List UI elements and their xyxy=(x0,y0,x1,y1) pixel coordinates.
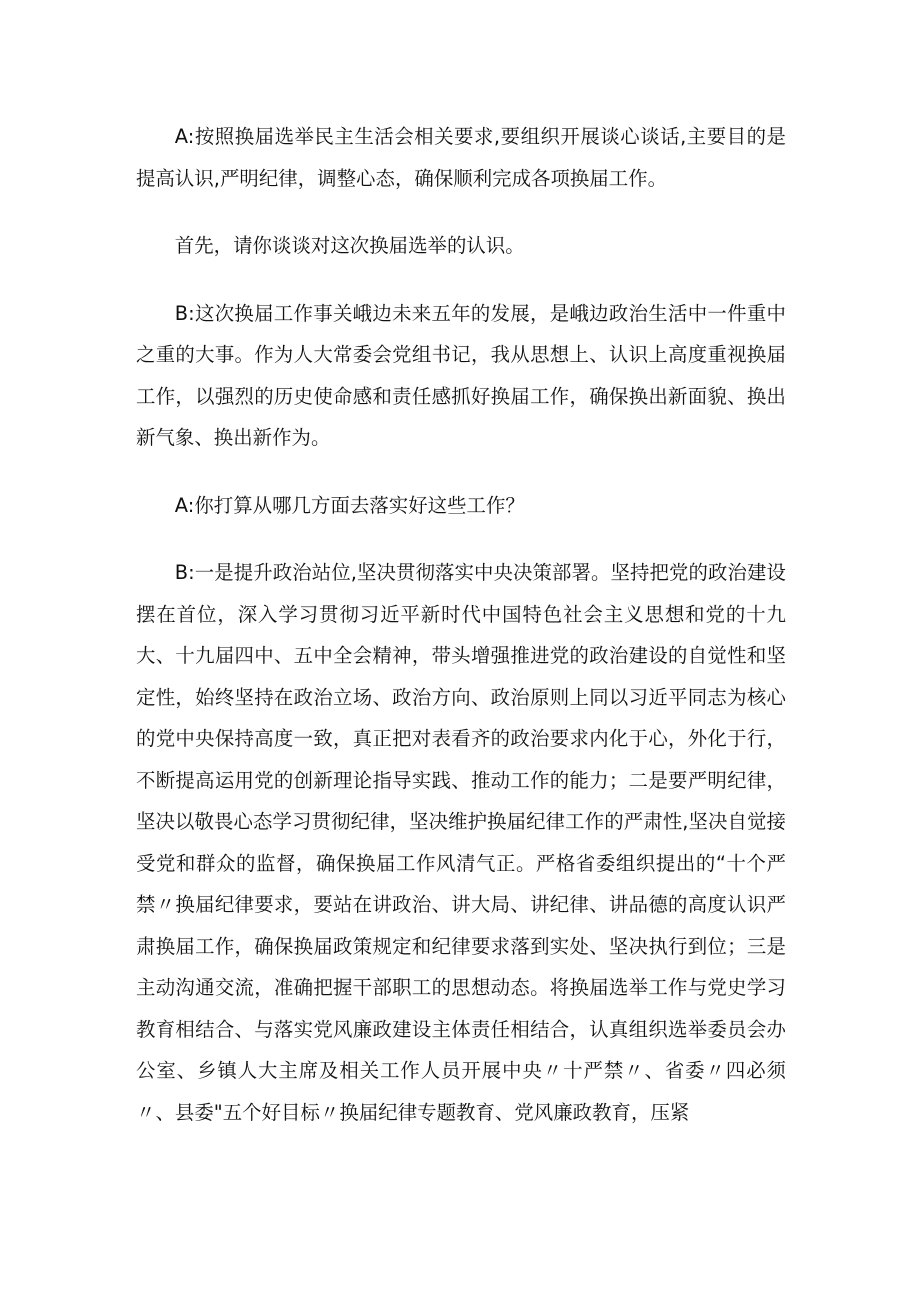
paragraph-gap xyxy=(136,199,786,225)
paragraph-gap xyxy=(136,267,786,293)
paragraph-answer-b-1: B:这次换届工作事关峨边未来五年的发展，是峨边政治生活中一件重中之重的大事。作为人大常委会党组书记，我从思想上、认识上高度重视换届工作，以强烈的历史使命感和责任感抓好换届工作，确保换出新面貌、换出新气象、换出新作为。 xyxy=(136,301,786,449)
paragraph-question-a-2: A:你打算从哪几方面去落实好这些工作？ xyxy=(174,493,525,517)
paragraph-gap xyxy=(136,526,786,552)
paragraph-answer-b-2: B:一是提升政治站位,坚决贯彻落实中央决策部署。坚持把党的政治建设摆在首位，深入学习贯彻习近平新时代中国特色社会主义思想和党的十九大、十九届四中、五中全会精神，带头增强推进党的政治建设的自觉性和坚定性，始终坚持在政治立场、政治方向、政治原则上同以习近平同志为核心的党中央保持高度一致，真正把对表看齐的政治要求内化于心，外化于行，不断提高运用党的创新理论指导实践、推动工作的能力；二是要严明纪律，坚决以敬畏心态学习贯彻纪律，坚决维护换届纪律工作的严肃性,坚决自觉接受党和群众的监督，确保换届工作风清气正。严格省委组织提出的“十个严禁〃换届纪律要求，要站在讲政治、讲大局、讲纪律、讲品德的高度认识严肃换届工作，确保换届政策规定和纪律要求落到实处、坚决执行到位；三是主动沟通交流，准确把握干部职工的思想动态。将换届选举工作与党史学习教育相结合、与落实党风廉政建设主体责任相结合，认真组织选举委员会办公室、乡镇人大主席及相关工作人员开展中央〃十严禁〃、省委〃四必须〃、县委"五个好目标〃换届纪律专题教育、党风廉政教育，压紧 xyxy=(136,561,786,1124)
paragraph-intro-a: A:按照换届选举民主生活会相关要求,要组织开展谈心谈话,主要目的是提高认识,严明纪律，调整心态，确保顺利完成各项换届工作。 xyxy=(136,125,786,190)
document-page xyxy=(136,116,786,1133)
paragraph-question-first: 首先，请你谈谈对这次换届选举的认识。 xyxy=(174,234,525,257)
paragraph-gap xyxy=(136,459,786,485)
